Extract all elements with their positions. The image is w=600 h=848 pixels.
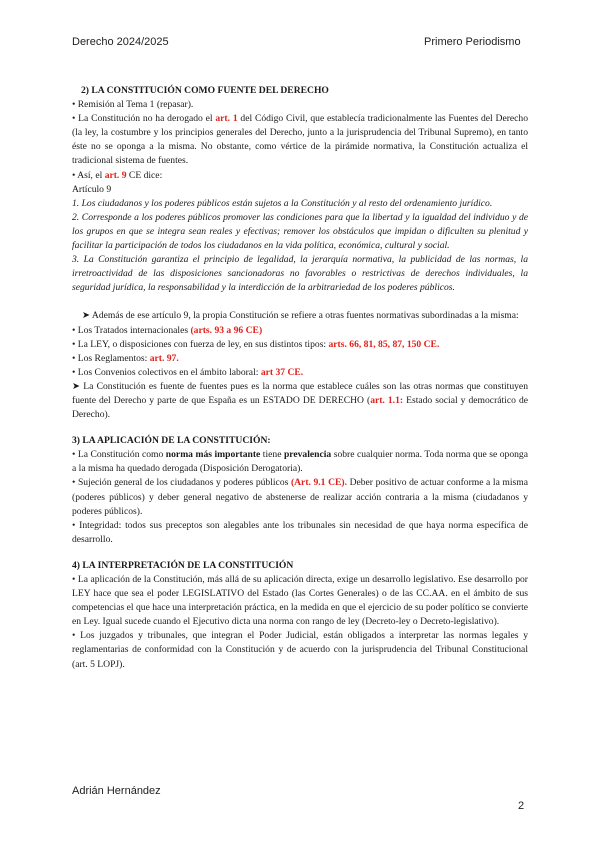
s2-paragraph-1: • Remisión al Tema 1 (repasar).	[72, 99, 194, 111]
s2-paragraph-4: ➤ Además de ese artículo 9, la propia Constitución se refiere a otras fuentes normativas subordinadas a la misma:	[82, 310, 519, 322]
footer-author: Adrián Hernández	[72, 785, 161, 797]
ref-art-97: art. 97.	[149, 352, 179, 364]
s4-paragraph-1: • La aplicación de la Constitución, más allá de su aplicación directa, exige un desarrollo legislativo. Ese desarrollo por LEY hace que sea el poder LEGISLATIVO del Estado (las Cortes Generales) o de las CC.AA. en el ámbito de sus competencias el que hace una interpretación práctica, en la medida en que el ejercicio de su poder político se convierte en Ley. Igual sucede cuando el Ejecutivo dicta una norma con rango de ley (Decreto-ley o Decreto-legislativo).	[72, 574, 528, 628]
article-9-item-1: 1. Los ciudadanos y los poderes públicos están sujetos a la Constitución y al resto del ordenamiento jurídico.	[72, 197, 493, 209]
header-degree: Primero Periodismo	[424, 36, 521, 48]
article-9-item-2: 2. Corresponde a los poderes públicos promover las condiciones para que la libertad y la igualdad del individuo y de los grupos en que se integra sean reales y efectivas; remover los obstáculos que impidan o dificulten su plenitud y facilitar la participación de todos los ciudadanos en la vida política, económica, cultural y social.	[72, 211, 528, 252]
ref-art-37: art 37 CE.	[260, 366, 304, 378]
bullet-convenios: • Los Convenios colectivos en el ámbito laboral: art 37 CE.	[72, 366, 304, 378]
s2-paragraph-3: • Así, el art. 9 CE dice:	[72, 169, 163, 181]
s3-paragraph-3: • Integridad: todos sus preceptos son alegables ante los tribunales sin necesidad de que haya norma específica de desarrollo.	[72, 519, 528, 545]
s2-paragraph-5: ➤ La Constitución es fuente de fuentes pues es la norma que establece cuáles son las otras normas que constituyen fuente del Derecho y parte de que España es un ESTADO DE DERECHO (art. 1.1: Estado social y democrático de Derecho).	[72, 380, 528, 421]
document-body	[72, 84, 528, 672]
ref-art-1: art. 1	[215, 113, 238, 125]
page-number: 2	[518, 800, 525, 812]
ref-art-9: art. 9	[104, 169, 127, 181]
section-4-title: 4) LA INTERPRETACIÓN DE LA CONSTITUCIÓN	[72, 559, 294, 571]
header-course: Derecho 2024/2025	[72, 36, 169, 48]
ref-arts-93-96: (arts. 93 a 96 CE)	[190, 324, 263, 336]
s2-paragraph-2: • La Constitución no ha derogado el art. 1 del Código Civil, que establecía tradicionalmente las Fuentes del Derecho (la ley, la costumbre y los principios generales del Derecho, junto a la jurisprudencia del Tribunal Supremo), en tanto éste no se oponga a la misma. No obstante, como vértice de la pirámide normativa, la Constitución actualiza el tradicional sistema de fuentes.	[72, 113, 529, 167]
ref-arts-66-150: arts. 66, 81, 85, 87, 150 CE.	[328, 338, 440, 350]
article-9-item-3: 3. La Constitución garantiza el principio de legalidad, la jerarquía normativa, la publicidad de las normas, la irretroactividad de las disposiciones sancionadoras no favorables o restrictivas de derechos individuales, la seguridad jurídica, la responsabilidad y la interdicción de la arbitrariedad de los poderes públicos.	[72, 254, 528, 294]
s4-paragraph-2: • Los juzgados y tribunales, que integran el Poder Judicial, están obligados a interpretar las normas legales y reglamentarias de conformidad con la Constitución y de acuerdo con la jurisprudencia del Tribunal Constitucional (art. 5 LOPJ).	[72, 630, 528, 670]
s3-paragraph-1: • La Constitución como norma más importante tiene prevalencia sobre cualquier norma. Toda norma que se oponga a la misma ha quedado derogada (Disposición Derogatoria).	[72, 449, 528, 475]
bullet-reglamentos: • Los Reglamentos: art. 97.	[72, 352, 179, 364]
ref-art-1-1: art. 1.1:	[370, 394, 404, 406]
article-9-title: Artículo 9	[72, 183, 112, 195]
s3-paragraph-2: • Sujeción general de los ciudadanos y poderes públicos (Art. 9.1 CE). Deber positivo de actuar conforme a la misma (poderes públicos) y deber general negativo de abstenerse de realizar acción contraria a la misma (ciudadanos y poderes públicos).	[72, 477, 528, 517]
bullet-ley: • La LEY, o disposiciones con fuerza de ley, en sus distintos tipos: arts. 66, 81, 85, 87, 150 CE.	[72, 338, 440, 350]
bullet-tratados: • Los Tratados internacionales (arts. 93 a 96 CE)	[72, 324, 263, 336]
section-2-title: 2) LA CONSTITUCIÓN COMO FUENTE DEL DERECHO	[81, 85, 329, 96]
ref-art-9-1: (Art. 9.1 CE).	[290, 477, 347, 489]
section-3-title: 3) LA APLICACIÓN DE LA CONSTITUCIÓN:	[72, 435, 271, 447]
